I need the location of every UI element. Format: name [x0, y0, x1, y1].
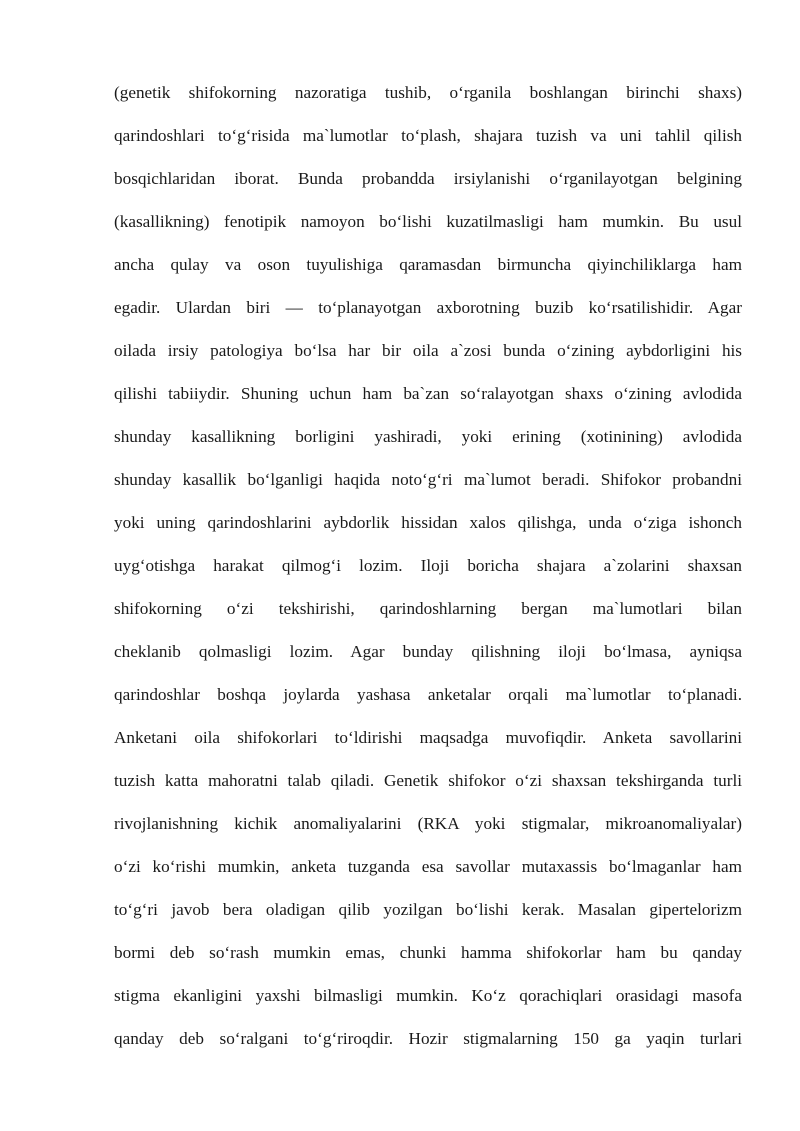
text-line: shifokorning o‘zi tekshirishi, qarindoshlarning bergan ma`lumotlari bilan: [114, 599, 742, 618]
text-line: Anketani oila shifokorlari to‘ldirishi maqsadga muvofiqdir. Anketa savollarini: [114, 728, 742, 747]
text-line: cheklanib qolmasligi lozim. Agar bunday qilishning iloji bo‘lmasa, ayniqsa: [114, 642, 742, 661]
text-line: egadir. Ulardan biri — to‘planayotgan axborotning buzib ko‘rsatilishidir. Agar: [114, 298, 742, 317]
text-line: tuzish katta mahoratni talab qiladi. Genetik shifokor o‘zi shaxsan tekshirganda turli: [114, 771, 742, 790]
text-line: rivojlanishning kichik anomaliyalarini (RKA yoki stigmalar, mikroanomaliyalar): [114, 814, 742, 833]
text-line: bosqichlaridan iborat. Bunda probandda irsiylanishi o‘rganilayotgan belgining: [114, 169, 742, 188]
text-line: to‘g‘ri javob bera oladigan qilib yozilgan bo‘lishi kerak. Masalan gipertelorizm: [114, 900, 742, 919]
text-line: uyg‘otishga harakat qilmog‘i lozim. Iloji boricha shajara a`zolarini shaxsan: [114, 556, 742, 575]
text-line: shunday kasallikning borligini yashiradi, yoki erining (xotinining) avlodida: [114, 427, 742, 446]
text-line: qilishi tabiiydir. Shuning uchun ham ba`zan so‘ralayotgan shaxs o‘zining avlodida: [114, 384, 742, 403]
text-line: qarindoshlar boshqa joylarda yashasa anketalar orqali ma`lumotlar to‘planadi.: [114, 685, 742, 704]
text-line: ancha qulay va oson tuyulishiga qaramasdan birmuncha qiyinchiliklarga ham: [114, 255, 742, 274]
text-line: qanday deb so‘ralgani to‘g‘riroqdir. Hozir stigmalarning 150 ga yaqin turlari: [114, 1029, 742, 1048]
text-line: stigma ekanligini yaxshi bilmasligi mumkin. Ko‘z qorachiqlari orasidagi masofa: [114, 986, 742, 1005]
text-line: o‘zi ko‘rishi mumkin, anketa tuzganda esa savollar mutaxassis bo‘lmaganlar ham: [114, 857, 742, 876]
body-text: [114, 71, 742, 1060]
text-line: yoki uning qarindoshlarini aybdorlik hissidan xalos qilishga, unda o‘ziga ishonch: [114, 513, 742, 532]
text-line: shunday kasallik bo‘lganligi haqida noto‘g‘ri ma`lumot beradi. Shifokor probandni: [114, 470, 742, 489]
text-line: qarindoshlari to‘g‘risida ma`lumotlar to‘plash, shajara tuzish va uni tahlil qilish: [114, 126, 742, 145]
text-line: (genetik shifokorning nazoratiga tushib, o‘rganila boshlangan birinchi shaxs): [114, 83, 742, 102]
text-line: oilada irsiy patologiya bo‘lsa har bir oila a`zosi bunda o‘zining aybdorligini his: [114, 341, 742, 360]
text-line: bormi deb so‘rash mumkin emas, chunki hamma shifokorlar ham bu qanday: [114, 943, 742, 962]
text-line: (kasallikning) fenotipik namoyon bo‘lishi kuzatilmasligi ham mumkin. Bu usul: [114, 212, 742, 231]
